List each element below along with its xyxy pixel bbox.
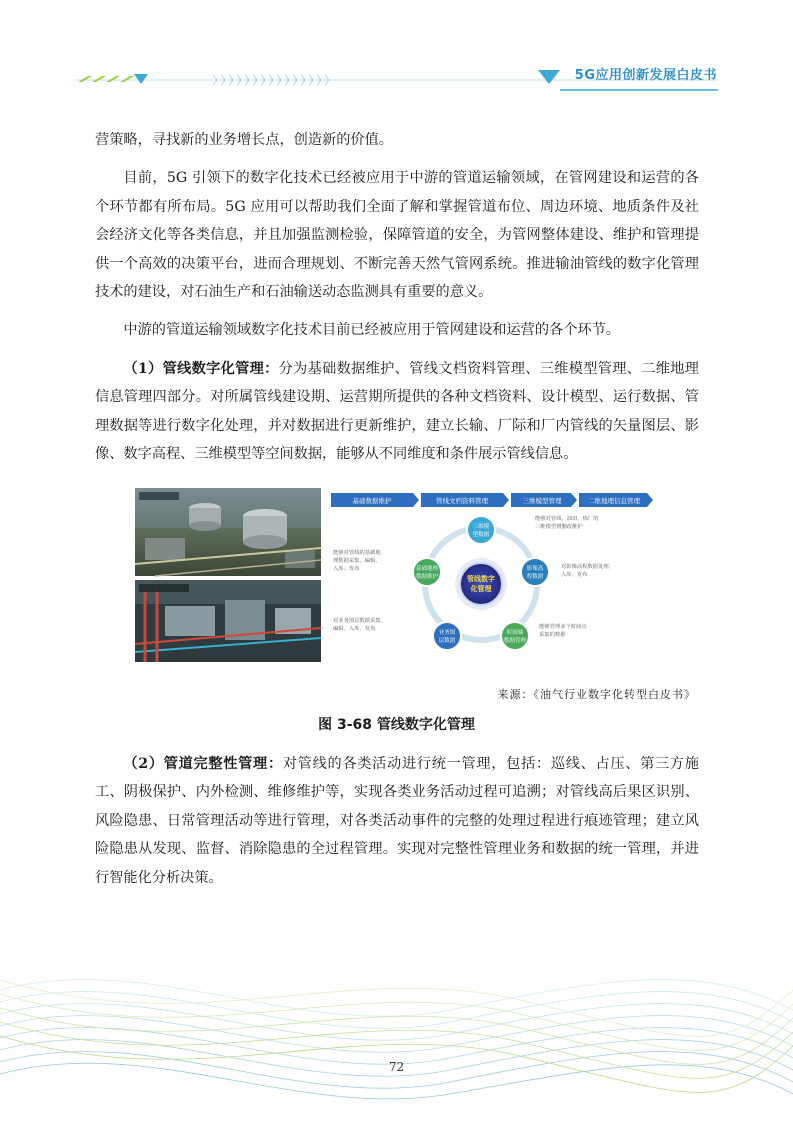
paragraph-2: 目前，5G 引领下的数字化技术已经被应用于中游的管道运输领域，在管网建设和运营的各个环节都有所布局。5G 应用可以帮助我们全面了解和掌握管道布位、周边环境、地质条件及社会经济文化等各类信息，并且加强监测检验，保障管道的安全，为管网整体建设、维护和管理提供一个高效的决策平台，进而合理规划、不断完善天然气管网系统。推进输油管线的数字化管理技术的建设，对石油生产和石油输送动态监测具有重要的意义。 xyxy=(95,170,699,301)
note-1-line-2: 三维模型增删改维护 xyxy=(535,524,583,530)
node-imagery-label-2: 程数据 xyxy=(526,574,544,580)
item-1-lead: （1）管线数字化管理： xyxy=(123,360,279,377)
tab-4-label: 二维地理信息管理 xyxy=(588,497,640,505)
node-base-geo-data xyxy=(413,558,441,586)
scene-3d-bottom-image xyxy=(135,580,321,662)
scene-3d-top-image xyxy=(135,488,321,576)
header-decoration xyxy=(0,0,793,100)
tab-2-label: 管线文档资料管理 xyxy=(436,497,488,505)
node-3d-model-data xyxy=(467,516,495,544)
note-4-line-1: 对业务图层数据采集、 xyxy=(333,618,386,624)
page-header xyxy=(0,0,793,100)
note-3-line-2: 采集的数据 xyxy=(539,632,566,638)
node-business-label-2: 层数据 xyxy=(438,638,456,644)
note-3-line-1: 能够管理多个时间点 xyxy=(539,624,587,630)
body-text-top xyxy=(95,126,699,468)
paragraph-3: 中游的管道运输领域数字化技术目前已经被应用于管网建设和运营的各个环节。 xyxy=(123,322,620,339)
body-text-bottom xyxy=(95,750,699,892)
node-timeline-label-1: 时间轴 xyxy=(506,630,524,636)
node-imagery-elevation-data xyxy=(521,558,549,586)
node-3d-model-label-2: 型数据 xyxy=(472,532,490,538)
item-2-paragraph xyxy=(95,750,699,892)
node-business-label-1: 业务图 xyxy=(438,630,456,636)
footer-wave-decoration xyxy=(0,950,793,1122)
node-timeline-label-2: 数据管理 xyxy=(503,638,527,644)
note-2-line-1: 对影像高程数据处理、 xyxy=(561,564,614,570)
item-1-text: 分为基础数据维护、管线文档资料管理、三维模型管理、二维地理信息管理四部分。对所属管线建设期、运营期所提供的各种文档资料、设计模型、运行数据、管理数据等进行数字化处理，并对数据进行更新维护，建立长输、厂际和厂内管线的矢量图层、影像、数字高程、三维模型等空间数据，能够从不同维度和条件展示管线信息。 xyxy=(95,360,699,463)
tab-1-label: 基础数据维护 xyxy=(352,497,392,505)
center-node xyxy=(460,563,502,605)
page-number: 72 xyxy=(388,1060,405,1074)
figure-caption: 图 3-68 管线数字化管理 xyxy=(318,717,475,733)
center-label-line-1: 管线数字 xyxy=(467,575,495,583)
paragraph-1: 营策略，寻找新的业务增长点，创造新的价值。 xyxy=(95,132,393,148)
node-imagery-label-1: 影像高 xyxy=(526,566,544,572)
item-2-lead: （2）管道完整性管理： xyxy=(123,756,283,772)
header-title: 5G应用创新发展白皮书 xyxy=(574,68,717,83)
node-timeline-data xyxy=(501,622,529,650)
note-4-line-2: 编辑、入库、发布 xyxy=(333,626,376,632)
node-3d-model-label-1: 三维模 xyxy=(472,524,490,530)
note-5-line-2: 理数据采集、编辑、 xyxy=(333,558,381,564)
note-2-line-2: 入库、发布 xyxy=(561,572,588,578)
center-label-line-2: 化管理 xyxy=(470,585,492,593)
diagram xyxy=(327,488,656,662)
node-base-geo-label-2: 数据维护 xyxy=(415,574,439,580)
note-5-line-3: 入库、发布 xyxy=(333,566,360,572)
note-1-line-1: 能够对管线、油田、炼厂的 xyxy=(535,516,599,522)
note-5-line-1: 能够对管线的基础地 xyxy=(333,550,381,556)
figure-source: 来源：《油气行业数字化转型白皮书》 xyxy=(497,688,696,701)
tab-3-label: 三维模型管理 xyxy=(522,497,562,505)
item-2-text: 对管线的各类活动进行统一管理，包括：巡线、占压、第三方施工、阴极保护、内外检测、维修维护等，实现各类业务活动过程可追溯；对管线高后果区识别、风险隐患、日常管理活动等进行管理，对各类活动事件的完整的处理过程进行痕迹管理；建立风险隐患从发现、监督、消除隐患的全过程管理。实现对完整性管理业务和数据的统一管理，并进行智能化分析决策。 xyxy=(95,756,699,886)
figure-graphic xyxy=(135,488,656,662)
node-business-layer-data xyxy=(433,622,461,650)
node-base-geo-label-1: 基础地理 xyxy=(415,566,439,572)
item-1-paragraph xyxy=(95,355,699,469)
figure-pipeline-digital-management xyxy=(135,488,656,662)
